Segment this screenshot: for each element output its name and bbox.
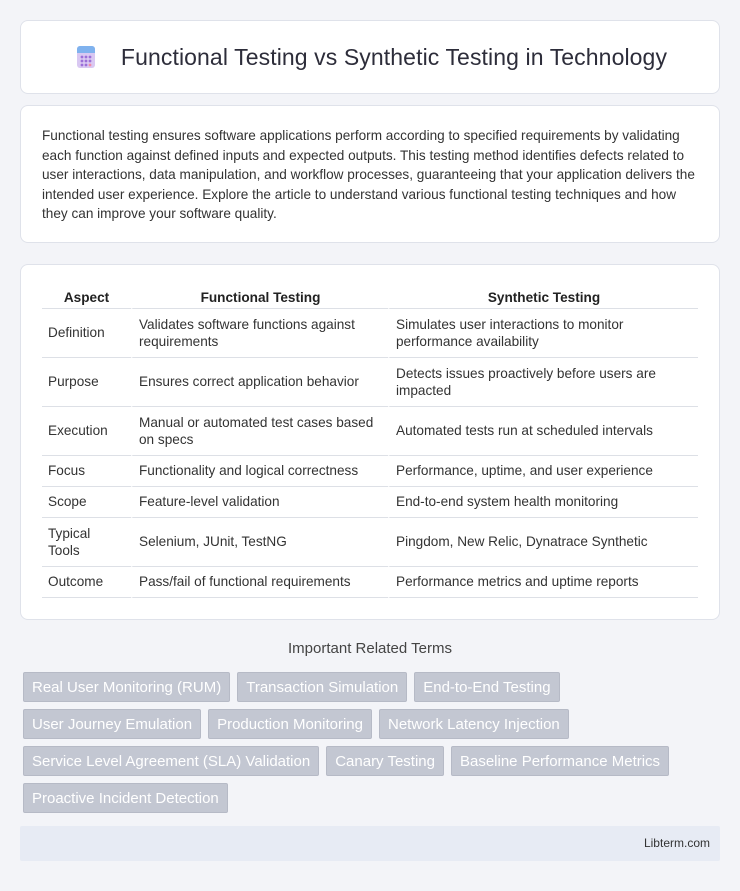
term-chip-end-to-end-testing[interactable]: End-to-End Testing [414, 672, 559, 702]
row-functional: Ensures correct application behavior [131, 358, 388, 407]
row-aspect: Definition [42, 309, 131, 358]
intro-card [20, 105, 720, 243]
row-synthetic: Automated tests run at scheduled intervals [388, 407, 698, 456]
footer-site-link[interactable]: Libterm.com [643, 836, 710, 850]
term-chip-network-latency-injection[interactable]: Network Latency Injection [379, 709, 569, 739]
term-chip-sla-validation[interactable]: Service Level Agreement (SLA) Validation [23, 746, 319, 776]
comparison-table [42, 285, 698, 598]
related-terms-list [23, 672, 723, 820]
row-functional: Pass/fail of functional requirements [131, 567, 388, 598]
row-aspect: Focus [42, 456, 131, 487]
term-row [23, 783, 723, 813]
term-chip-production-monitoring[interactable]: Production Monitoring [208, 709, 372, 739]
term-chip-proactive-incident-detection[interactable]: Proactive Incident Detection [23, 783, 228, 813]
intro-paragraph: Functional testing ensures software applications perform according to specified requirements by validating each function against defined inputs and expected outputs. This testing method identifies defects related to user interactions, data manipulation, and workflow processes, guaranteeing that your application delivers the intended user experience. Explore the article to understand various functional testing techniques and how they can improve your software quality. [42, 128, 695, 222]
row-functional: Selenium, JUnit, TestNG [131, 518, 388, 567]
row-synthetic: End-to-end system health monitoring [388, 487, 698, 518]
table-row [42, 487, 698, 518]
row-functional: Manual or automated test cases based on specs [131, 407, 388, 456]
term-chip-user-journey-emulation[interactable]: User Journey Emulation [23, 709, 201, 739]
table-row [42, 518, 698, 567]
table-row [42, 358, 698, 407]
row-aspect: Purpose [42, 358, 131, 407]
row-synthetic: Performance, uptime, and user experience [388, 456, 698, 487]
header-synthetic-testing: Synthetic Testing [388, 285, 698, 309]
row-aspect: Scope [42, 487, 131, 518]
header-aspect: Aspect [42, 285, 131, 309]
related-terms-heading: Important Related Terms [288, 640, 452, 657]
row-functional: Feature-level validation [131, 487, 388, 518]
row-functional: Functionality and logical correctness [131, 456, 388, 487]
header-functional-testing: Functional Testing [131, 285, 388, 309]
term-chip-real-user-monitoring[interactable]: Real User Monitoring (RUM) [23, 672, 230, 702]
term-chip-canary-testing[interactable]: Canary Testing [326, 746, 444, 776]
row-synthetic: Performance metrics and uptime reports [388, 567, 698, 598]
term-chip-transaction-simulation[interactable]: Transaction Simulation [237, 672, 407, 702]
row-aspect: Execution [42, 407, 131, 456]
title-card [20, 20, 720, 94]
row-aspect: Typical Tools [42, 518, 131, 567]
term-chip-baseline-performance-metrics[interactable]: Baseline Performance Metrics [451, 746, 669, 776]
term-row [23, 672, 723, 702]
row-synthetic: Simulates user interactions to monitor performance availability [388, 309, 698, 358]
table-row [42, 407, 698, 456]
table-row [42, 567, 698, 598]
table-row [42, 456, 698, 487]
row-functional: Validates software functions against requirements [131, 309, 388, 358]
footer [20, 826, 720, 861]
row-aspect: Outcome [42, 567, 131, 598]
comparison-table-card [20, 264, 720, 620]
row-synthetic: Pingdom, New Relic, Dynatrace Synthetic [388, 518, 698, 567]
term-row [23, 709, 723, 739]
term-row [23, 746, 723, 776]
page-title: Functional Testing vs Synthetic Testing in Technology [120, 43, 668, 70]
table-header-row [42, 285, 698, 309]
calculator-icon [73, 44, 99, 70]
table-row [42, 309, 698, 358]
row-synthetic: Detects issues proactively before users are impacted [388, 358, 698, 407]
